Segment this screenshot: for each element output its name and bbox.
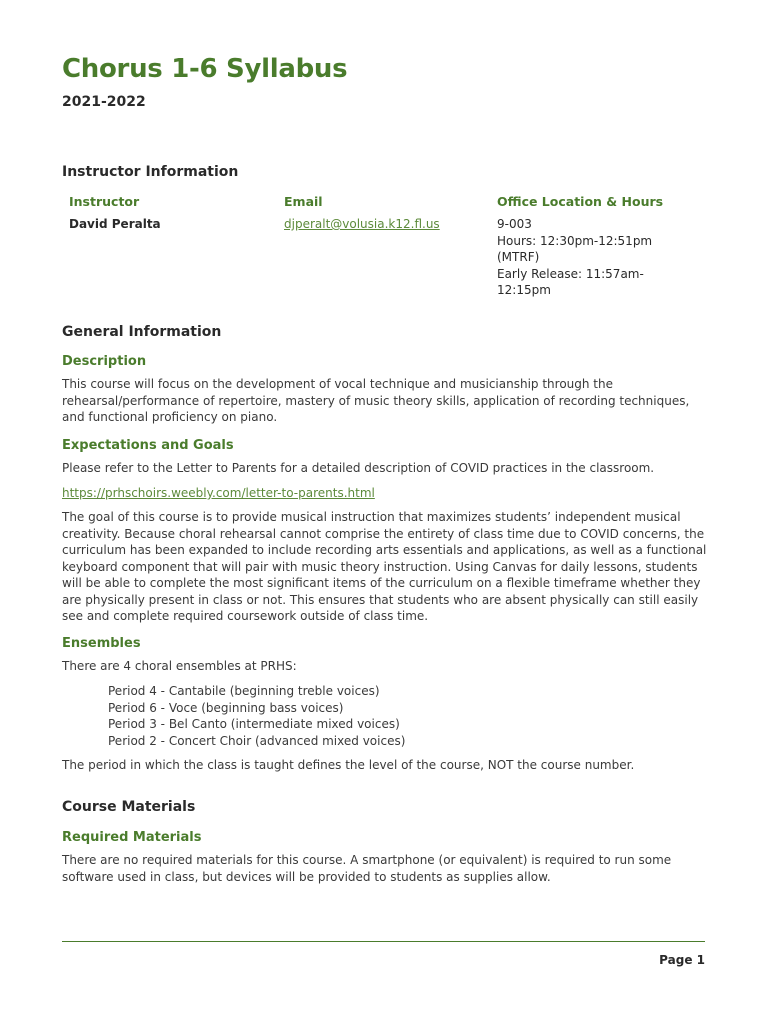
ensemble-item: Period 3 - Bel Canto (intermediate mixed voices): [108, 717, 400, 731]
page-number: Page 1: [659, 953, 705, 967]
ensembles-list: [108, 683, 405, 749]
ensemble-item: Period 4 - Cantabile (beginning treble voices): [108, 684, 380, 698]
required-materials-text: There are no required materials for this course. A smartphone (or equivalent) is required to run some software used in class, but devices will be provided to students as supplies allow.: [62, 853, 672, 884]
description-heading: Description: [62, 354, 147, 369]
school-year: 2021-2022: [62, 94, 146, 110]
office-hours: [497, 216, 697, 299]
ensembles-intro: There are 4 choral ensembles at PRHS:: [62, 659, 297, 673]
instructor-column-header: Instructor: [69, 194, 140, 209]
office-line: Hours: 12:30pm-12:51pm: [497, 233, 653, 248]
expectations-text: Please refer to the Letter to Parents for a detailed description of COVID practices in the classroom.: [62, 461, 655, 475]
office-line: Early Release: 11:57am-: [497, 266, 644, 281]
footer-divider: [62, 941, 705, 942]
course-materials-heading: Course Materials: [62, 799, 196, 815]
goal-text: The goal of this course is to provide musical instruction that maximizes students’ independent musical creativity. Because choral rehearsal cannot comprise the entirety of class time due to COVID concerns, the curriculum has been expanded to include recording arts essentials and applications, as well as a functional keyboard component that will pair with music theory instruction. Using Canvas for daily lessons, students will be able to complete the most significant items of the curriculum on a flexible timeframe whether they are physically present in class or not. This ensures that students who are absent physically can still easily see and complete required coursework outside of class time.: [62, 510, 707, 623]
ensemble-item: Period 2 - Concert Choir (advanced mixed voices): [108, 733, 406, 748]
ensemble-item: Period 6 - Voce (beginning bass voices): [108, 700, 344, 715]
email-column-header: Email: [284, 194, 323, 209]
instructor-email-link[interactable]: djperalt@volusia.k12.fl.us: [284, 217, 440, 231]
instructor-info-heading: Instructor Information: [62, 164, 239, 180]
office-column-header: Office Location & Hours: [497, 194, 664, 209]
ensembles-heading: Ensembles: [62, 636, 141, 651]
description-text: This course will focus on the development of vocal technique and musicianship through the rehearsal/performance of repertoire, mastery of music theory skills, application of recording techniques, and functional proficiency on piano.: [62, 377, 690, 424]
office-line: 9-003: [497, 217, 532, 231]
document-title: Chorus 1-6 Syllabus: [62, 54, 348, 84]
letter-to-parents-link[interactable]: https://prhschoirs.weebly.com/letter-to-parents.html: [62, 486, 375, 500]
office-line: 12:15pm: [497, 283, 551, 297]
general-info-heading: General Information: [62, 324, 222, 340]
office-line: (MTRF): [497, 250, 540, 264]
expectations-heading: Expectations and Goals: [62, 438, 234, 453]
required-materials-heading: Required Materials: [62, 830, 202, 845]
instructor-name: David Peralta: [69, 217, 161, 231]
ensembles-note: The period in which the class is taught defines the level of the course, NOT the course number.: [62, 758, 635, 772]
